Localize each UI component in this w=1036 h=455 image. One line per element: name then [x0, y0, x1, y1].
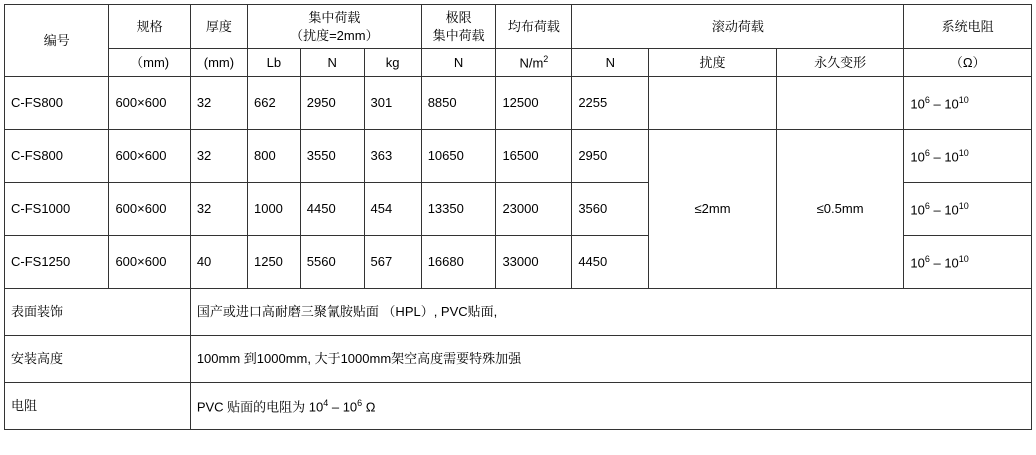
note-label-install-height: 安装高度 [5, 335, 191, 382]
resistance-sup-2: 10 [958, 200, 969, 211]
note-resistance-mid: – 10 [328, 398, 358, 414]
cell-conc-kg: 363 [364, 129, 421, 182]
unit-uniform [496, 49, 572, 77]
cell-rolling-n: 2255 [572, 76, 649, 129]
header-concentrated-load-note: （扰度=2mm） [290, 27, 379, 43]
cell-spec: 600×600 [109, 235, 190, 288]
cell-limit-n: 16680 [421, 235, 496, 288]
unit-uniform-sup: 2 [543, 54, 549, 65]
header-system-resistance: 系统电阻 [904, 5, 1032, 49]
note-resistance-sup-2: 6 [357, 397, 363, 408]
resistance-sup-2: 10 [958, 253, 969, 264]
note-value-install-height: 100mm 到1000mm, 大于1000mm架空高度需要特殊加强 [190, 335, 1031, 382]
cell-conc-lb: 800 [247, 129, 300, 182]
resistance-base-1: 10 [910, 254, 925, 270]
cell-conc-n: 2950 [300, 76, 364, 129]
header-concentrated-load [247, 5, 421, 49]
resistance-base-1: 10 [910, 148, 925, 164]
header-thickness: 厚度 [190, 5, 247, 49]
header-code: 编号 [5, 5, 109, 77]
resistance-base-1: 10 [910, 201, 925, 217]
header-row-2 [5, 49, 1032, 77]
resistance-sup-1: 6 [924, 253, 930, 264]
floor-panel-spec-table [4, 4, 1032, 430]
cell-rolling-permanent: ≤0.5mm [776, 129, 904, 288]
resistance-sup-1: 6 [924, 200, 930, 211]
resistance-dash: – [929, 201, 945, 217]
cell-uniform: 33000 [496, 235, 572, 288]
unit-conc-kg: kg [364, 49, 421, 77]
resistance-sup-2: 10 [958, 147, 969, 158]
cell-resistance [904, 235, 1032, 288]
cell-limit-n: 8850 [421, 76, 496, 129]
cell-resistance [904, 182, 1032, 235]
cell-rolling-n: 4450 [572, 235, 649, 288]
resistance-sup-1: 6 [924, 94, 930, 105]
cell-rolling-n: 2950 [572, 129, 649, 182]
unit-uniform-base: N/m [519, 55, 544, 71]
resistance-base-2: 10 [944, 95, 959, 111]
unit-rolling-deflection: 扰度 [649, 49, 777, 77]
table-row [5, 76, 1032, 129]
cell-thickness: 32 [190, 129, 247, 182]
resistance-sup-2: 10 [958, 94, 969, 105]
cell-conc-n: 5560 [300, 235, 364, 288]
unit-thickness: (mm) [190, 49, 247, 77]
cell-rolling-deflection-merged-top [649, 76, 777, 129]
note-resistance-sup-1: 4 [323, 397, 329, 408]
cell-conc-lb: 1000 [247, 182, 300, 235]
note-resistance-prefix: PVC 贴面的电阻为 10 [196, 398, 324, 414]
note-label-resistance: 电阻 [5, 382, 191, 429]
table-row [5, 129, 1032, 182]
spec-table-page [0, 4, 1036, 455]
cell-conc-lb: 662 [247, 76, 300, 129]
cell-spec: 600×600 [109, 182, 190, 235]
cell-thickness: 32 [190, 182, 247, 235]
cell-uniform: 12500 [496, 76, 572, 129]
cell-conc-lb: 1250 [247, 235, 300, 288]
header-limit-load-line1: 极限 [445, 10, 472, 25]
header-limit-load [421, 5, 496, 49]
cell-thickness: 32 [190, 76, 247, 129]
cell-thickness: 40 [190, 235, 247, 288]
resistance-dash: – [929, 95, 945, 111]
unit-rolling-n: N [572, 49, 649, 77]
header-uniform-load: 均布荷载 [496, 5, 572, 49]
resistance-base-2: 10 [944, 201, 959, 217]
cell-limit-n: 13350 [421, 182, 496, 235]
note-label-surface-finish: 表面装饰 [5, 288, 191, 335]
unit-conc-n: N [300, 49, 364, 77]
header-limit-load-line2: 集中荷载 [432, 27, 485, 43]
resistance-base-2: 10 [944, 148, 959, 164]
cell-resistance [904, 76, 1032, 129]
cell-spec: 600×600 [109, 76, 190, 129]
header-rolling-load: 滚动荷载 [572, 5, 904, 49]
note-row-resistance [5, 382, 1032, 429]
note-row-surface-finish [5, 288, 1032, 335]
note-value-resistance [190, 382, 1031, 429]
cell-code: C-FS800 [5, 129, 109, 182]
unit-spec: （mm) [109, 49, 190, 77]
cell-uniform: 23000 [496, 182, 572, 235]
note-row-install-height [5, 335, 1032, 382]
cell-rolling-deflection: ≤2mm [649, 129, 777, 288]
cell-rolling-permanent-merged-top [776, 76, 904, 129]
resistance-dash: – [929, 254, 945, 270]
header-concentrated-load-title: 集中荷载 [308, 10, 361, 25]
cell-rolling-n: 3560 [572, 182, 649, 235]
unit-conc-lb: Lb [247, 49, 300, 77]
resistance-base-2: 10 [944, 254, 959, 270]
cell-conc-n: 4450 [300, 182, 364, 235]
note-resistance-suffix: Ω [362, 398, 376, 414]
cell-code: C-FS800 [5, 76, 109, 129]
cell-conc-kg: 301 [364, 76, 421, 129]
cell-code: C-FS1250 [5, 235, 109, 288]
unit-rolling-permanent: 永久变形 [776, 49, 904, 77]
cell-resistance [904, 129, 1032, 182]
header-spec: 规格 [109, 5, 190, 49]
resistance-sup-1: 6 [924, 147, 930, 158]
cell-conc-kg: 454 [364, 182, 421, 235]
cell-conc-kg: 567 [364, 235, 421, 288]
cell-spec: 600×600 [109, 129, 190, 182]
unit-resistance: （Ω） [904, 49, 1032, 77]
cell-uniform: 16500 [496, 129, 572, 182]
resistance-dash: – [929, 148, 945, 164]
header-row-1 [5, 5, 1032, 49]
cell-code: C-FS1000 [5, 182, 109, 235]
unit-limit-n: N [421, 49, 496, 77]
note-value-surface-finish: 国产或进口高耐磨三聚氰胺贴面 （HPL）, PVC贴面, [190, 288, 1031, 335]
cell-conc-n: 3550 [300, 129, 364, 182]
resistance-base-1: 10 [910, 95, 925, 111]
cell-limit-n: 10650 [421, 129, 496, 182]
